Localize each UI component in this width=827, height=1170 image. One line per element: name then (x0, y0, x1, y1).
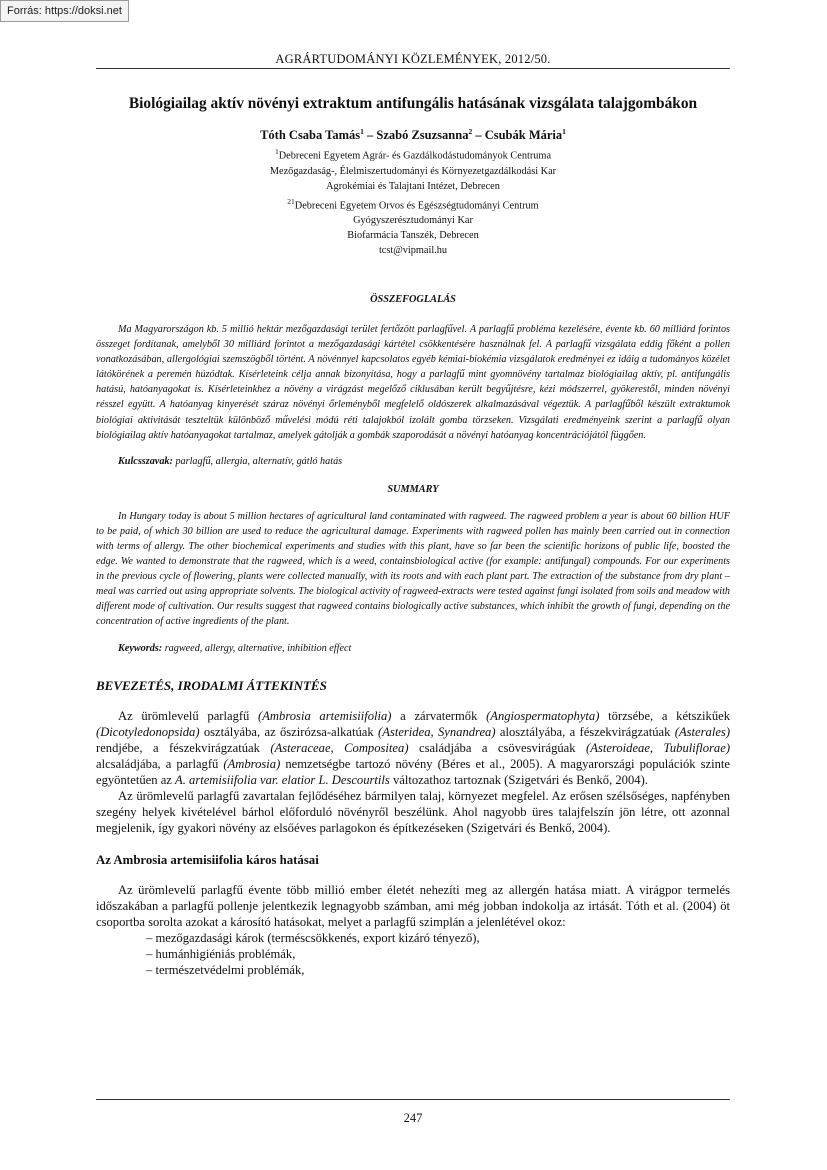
affiliation-marker: 2 (468, 127, 473, 136)
footer-rule (96, 1099, 730, 1100)
author-name: Csubák Mária (484, 128, 563, 143)
paper-title: Biológiailag aktív növényi extraktum antifungális hatásának vizsgálata talajgombákon (128, 95, 698, 112)
latin-name: (Asteraceae, Compositea) (270, 740, 409, 755)
running-head: AGRÁRTUDOMÁNYI KÖZLEMÉNYEK, 2012/50. (275, 52, 551, 66)
source-tag: Forrás: https://doksi.net (0, 0, 129, 22)
header-rule (96, 68, 730, 69)
introduction-paragraph: Az ürömlevelű parlagfű zavartalan fejlődéséhez bármilyen talaj, környezet megfelel. Az erősen szélsőséges, napfényben szegény helyek kivételével bárhol előforduló növényről beszélünk. Ahol nagyobb üres talajfelszín jön létre, ott azonnal megjelenik, így gyakori növény az elsőéves parlagokon és építkezéseken (Szigetvári és Benkő, 2004). (96, 788, 730, 835)
affiliation-text: Debreceni Egyetem Agrár- és Gazdálkodástudományok Centruma (278, 150, 552, 162)
introduction-heading: BEVEZETÉS, IRODALMI ÁTTEKINTÉS (96, 677, 327, 693)
text-run: családjába a csövesvirágúak (408, 740, 587, 755)
text-run: nemzetségbe tartozó növény (Béres et al., 2005). A magyarországi populációk szinte egyöntetűen az (96, 756, 730, 787)
hungarian-abstract: Ma Magyarországon kb. 5 millió hektár mezőgazdasági terület fertőzött parlagfűvel. A parlagfű probléma kezelésére, évente kb. 60 milliárd forintos összeget fordítanak, amelyből 30 milliárd forintot a mezőgazdasági kártétel csökkentésére használnak fel. A parlagfű vizsgálata eddig főként a pollen vonatkozásában, allergológiai szemszögből történt. A növénnyel kapcsolatos egyéb kémiai-biokémia vizsgálatok eredményei ez idáig a tudományos közélet látókörének a peremén húzódtak. Kísérleteink célja annak bizonyítása, hogy a parlagfű mint gyomnövény tartalmaz biológiailag aktív, pl. antifungális hatású, hatóanyagokat is. Kísérleteinkhez a növény a virágzást megelőző ciklusában került begyűjtésre, kézi módszerrel, gyökerestől, minden növényi résszel együtt. A hatóanyag kinyerését száraz növényi őrleményből megfelelő oldószerek alkalmazásával végeztük. A parlagfűből készült extraktumok biológiai aktivitását teszteltük különböző művelési módú réti talajokból izolált gomba törzseken. Vizsgálati eredményeink szerint a parlagfű olyan biológiailag aktív hatóanyagokat tartalmaz, amelyek gátolják a gombák szaporodását a növényi hatóanyag koncentrációjától függően. (96, 324, 730, 441)
list-item: – mezőgazdasági károk (terméscsökkenés, export kizáró tényező), (146, 930, 480, 945)
author-line (96, 124, 730, 143)
harmful-effects-paragraph: Az ürömlevelű parlagfű évente több millió ember életét nehezíti meg az allergén hatása miatt. A virágpor termelés időszakában a parlagfű pollenje jelentkezik legnagyobb számban, ami még jobban indokolja az irtását. Tóth et al. (2004) öt csoportba sorolta azokat a károsító hatásokat, melyet a parlagfű szimplán a jelenlétével okoz: (96, 882, 730, 929)
harmful-effects-list (96, 930, 730, 978)
affiliation-line: Agrokémiai és Talajtani Intézet, Debrecen (326, 180, 500, 192)
text-run: változathoz tartoznak (Szigetvári és Benkő, 2004). (389, 772, 648, 787)
affiliation-marker: 1 (274, 147, 279, 157)
keywords-text: parlagfű, allergia, alternatív, gátló hatás (172, 455, 343, 467)
author-email[interactable]: tcst@vipmail.hu (378, 245, 448, 256)
latin-name: A. artemisiifolia var. elatior L. Descourtils (175, 772, 390, 787)
affiliation-marker: 21 (287, 196, 295, 206)
page-content (96, 94, 730, 978)
keywords-label: Keywords: (118, 642, 163, 654)
text-run: törzsébe, a kétszikűek (599, 708, 731, 723)
hungarian-abstract-heading: ÖSSZEFOGLALÁS (370, 294, 456, 305)
author-separator: – (472, 128, 485, 143)
keywords-text: ragweed, allergy, alternative, inhibition effect (162, 642, 352, 654)
latin-name: (Asterales) (674, 724, 731, 739)
affiliation-line (96, 194, 730, 213)
latin-name: (Ambrosia) (223, 756, 281, 771)
affiliation-text: Debreceni Egyetem Orvos és Egészségtudományi Centrum (294, 200, 539, 211)
page-number: 247 (403, 1111, 423, 1125)
keywords-label: Kulcsszavak: (118, 455, 173, 467)
harmful-effects-heading: Az Ambrosia artemisiifolia káros hatásai (96, 852, 319, 867)
introduction-paragraph (96, 708, 730, 788)
hungarian-keywords (96, 456, 730, 467)
latin-name: (Asteridea, Synandrea) (378, 724, 496, 739)
english-keywords (96, 643, 730, 654)
affiliation-line (96, 144, 730, 163)
text-run: Az ürömlevelű parlagfű (118, 708, 259, 723)
latin-name: (Angiospermatophyta) (486, 708, 600, 723)
list-item: – humánhigiéniás problémák, (146, 946, 296, 961)
affiliation-line: Biofarmácia Tanszék, Debrecen (347, 230, 479, 241)
latin-name: (Dicotyledonopsida) (96, 724, 200, 739)
author-name: Tóth Csaba Tamás (260, 128, 361, 143)
text-run: osztályába, az őszirózsa-alkatúak (199, 724, 379, 739)
affiliation-line: Mezőgazdaság-, Élelmiszertudományi és Környezetgazdálkodási Kar (269, 165, 557, 177)
author-separator: – (363, 128, 377, 143)
text-run: alosztályába, a fészekvirágzatúak (495, 724, 675, 739)
affiliation-line: Gyógyszerésztudományi Kar (353, 215, 473, 226)
list-item: – természetvédelmi problémák, (146, 962, 305, 977)
affiliation-marker: 1 (562, 127, 566, 136)
affiliations (96, 144, 730, 258)
english-abstract: In Hungary today is about 5 million hectares of agricultural land contaminated with ragweed. The ragweed problem a year is about 60 billion HUF to be paid, of which 30 billion are used to reduce the agricultural damage. Experiments with ragweed pollen has mainly been carried out in connection with terms of allergy. The other biochemical experiments and studies with this plant, have so far been the scientific horizons of public life, boosted the edge. We wanted to demonstrate that the ragweed, which is a weed, containsbiological active (for example: antifungal) compounds. For our experiments in the previous cycle of flowering, plants were collected manually, with its roots and with each plant part. The extraction of the substance from dry plant – meal was carried out using appropriate solvents. The biological activity of ragweed-extracts were tested against fungi isolated from soils and meadow with different mode of cultivation. Our results suggest that ragweed contains biologically active substances, which inhibit the growth of fungi, depending on the concentration of active ingredients of the plant. (96, 510, 730, 628)
latin-name: (Ambrosia artemisiifolia) (258, 708, 392, 723)
text-run: rendjébe, a fészekvirágzatúak (96, 740, 271, 755)
latin-name: (Asteroideae, Tubuliflorae) (586, 740, 731, 755)
english-abstract-heading: SUMMARY (387, 483, 439, 495)
author-name: Szabó Zsuzsanna (376, 128, 469, 143)
affiliation-marker: 1 (360, 127, 364, 136)
text-run: a zárvatermők (391, 708, 487, 723)
text-run: alcsaládjába, a parlagfű (96, 756, 224, 771)
